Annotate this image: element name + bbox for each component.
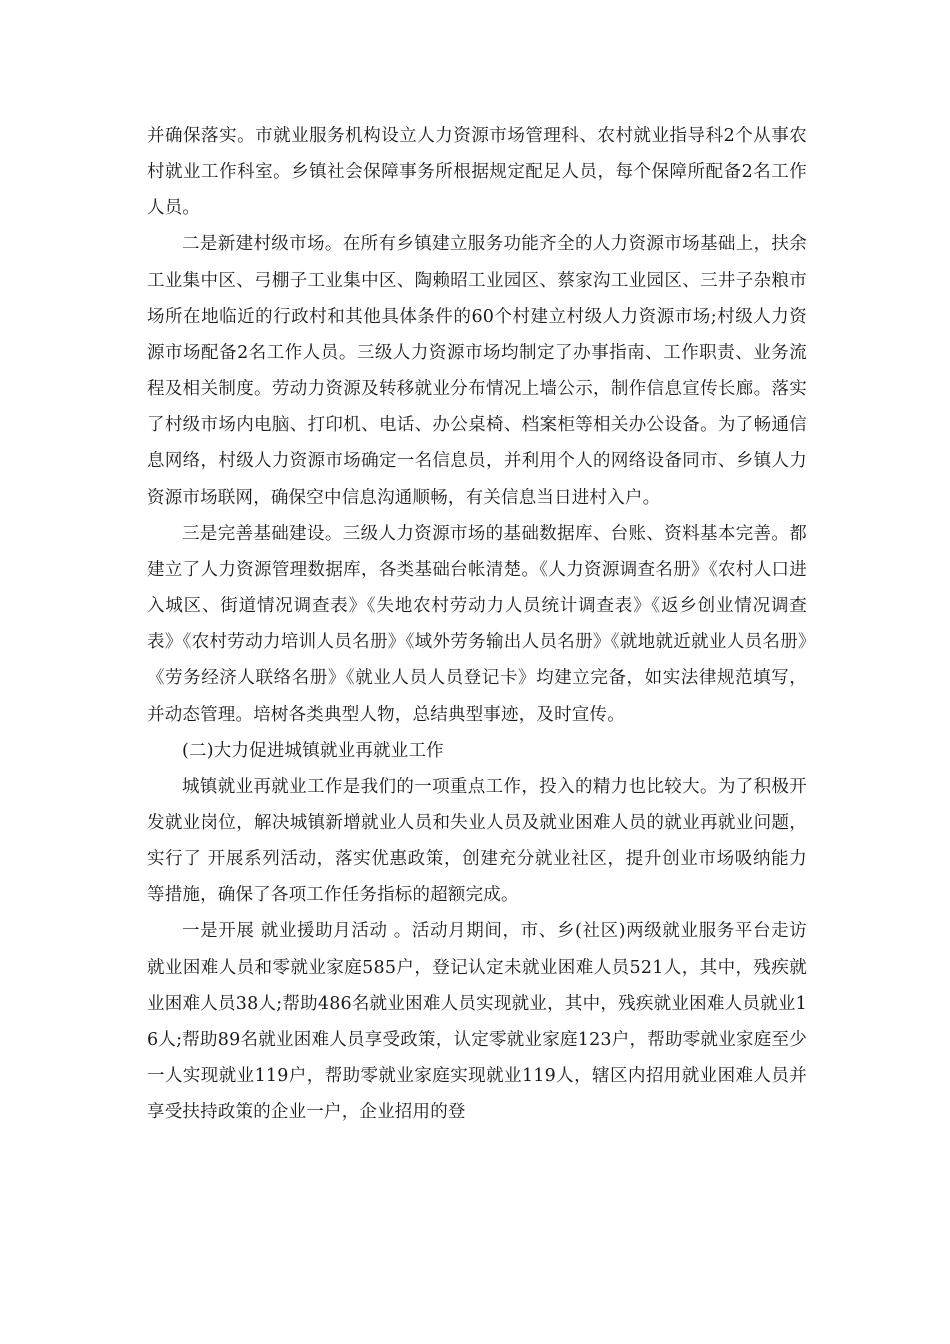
paragraph-3: 三是完善基础建设。三级人力资源市场的基础数据库、台账、资料基本完善。都建立了人力资源管理数据库，各类基础台帐清楚。《人力资源调查名册》《农村人口进入城区、街道情况调查表》《失地农村劳动力人员统计调查表》《返乡创业情况调查表》《农村劳动力培训人员名册》《域外劳务输出人员名册》《就地就近就业人员名册》《劳务经济人联络名册》《就业人员人员登记卡》均建立完备，如实法律规范填写，并动态管理。培树各类典型人物，总结典型事迹，及时宣传。 bbox=[147, 523, 807, 725]
document-body bbox=[147, 118, 807, 1130]
paragraph-5: 一是开展 就业援助月活动 。活动月期间，市、乡(社区)两级就业服务平台走访就业困难人员和零就业家庭585户，登记认定未就业困难人员521人，其中，残疾就业困难人员38人;帮助486名就业困难人员实现就业，其中，残疾就业困难人员就业16人;帮助89名就业困难人员享受政策，认定零就业家庭123户，帮助零就业家庭至少一人实现就业119户，帮助零就业家庭实现就业119人，辖区内招用就业困难人员并享受扶持政策的企业一户，企业招用的登 bbox=[147, 921, 807, 1123]
paragraph-4: 城镇就业再就业工作是我们的一项重点工作，投入的精力也比较大。为了积极开发就业岗位，解决城镇新增就业人员和失业人员及就业困难人员的就业再就业问题，实行了 开展系列活动，落实优惠政策，创建充分就业社区，提升创业市场吸纳能力 等措施，确保了各项工作任务指标的超额完成。 bbox=[147, 776, 807, 906]
paragraph-1: 并确保落实。市就业服务机构设立人力资源市场管理科、农村就业指导科2个从事农村就业工作科室。乡镇社会保障事务所根据规定配足人员，每个保障所配备2名工作人员。 bbox=[147, 126, 807, 219]
section-heading: (二)大力促进城镇就业再就业工作 bbox=[182, 740, 444, 761]
paragraph-2: 二是新建村级市场。在所有乡镇建立服务功能齐全的人力资源市场基础上，扶余工业集中区、弓棚子工业集中区、陶赖昭工业园区、蔡家沟工业园区、三井子杂粮市场所在地临近的行政村和其他具体条件的60个村建立村级人力资源市场;村级人力资源市场配备2名工作人员。三级人力资源市场均制定了办事指南、工作职责、业务流程及相关制度。劳动力资源及转移就业分布情况上墙公示，制作信息宣传长廊。落实了村级市场内电脑、打印机、电话、办公桌椅、档案柜等相关办公设备。为了畅通信息网络，村级人力资源市场确定一名信息员，并利用个人的网络设备同市、乡镇人力资源市场联网，确保空中信息沟通顺畅，有关信息当日进村入户。 bbox=[147, 234, 807, 508]
